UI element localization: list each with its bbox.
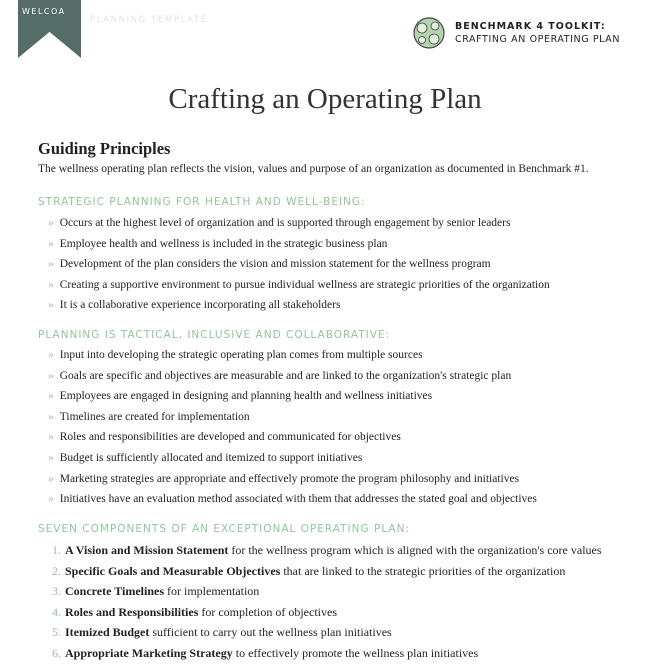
template-label: PLANNING TEMPLATE: [90, 15, 208, 25]
item-number: 6.: [52, 645, 61, 660]
list-item: [48, 427, 537, 448]
list-item: [48, 366, 537, 387]
list-item: [48, 345, 537, 366]
chevron-bullet-icon: »: [48, 493, 54, 506]
chevron-bullet-icon: »: [48, 278, 54, 291]
chevron-bullet-icon: »: [48, 258, 54, 271]
chevron-bullet-icon: »: [48, 410, 54, 423]
item-text: Occurs at the highest level of organization and is supported through engagement by senior leaders: [59, 217, 511, 229]
item-bold: Appropriate Marketing Strategy: [65, 645, 233, 660]
item-text: Employees are engaged in designing and planning health and wellness initiatives: [59, 390, 433, 403]
chevron-bullet-icon: »: [48, 369, 54, 382]
list-item: [52, 581, 602, 602]
list-item: [48, 407, 537, 428]
chevron-bullet-icon: »: [48, 451, 54, 464]
list-item: [48, 448, 537, 469]
item-text: Roles and responsibilities are developed and communicated for objectives: [59, 431, 401, 444]
guiding-intro: The wellness operating plan reflects the vision, values and purpose of an organization as documented in Benchmark #1.: [38, 163, 589, 175]
chevron-bullet-icon: »: [48, 217, 54, 229]
section-heading: SEVEN COMPONENTS OF AN EXCEPTIONAL OPERATING PLAN:: [38, 523, 411, 535]
welcoa-logo: WELCOA: [22, 7, 66, 16]
item-text: Creating a supportive environment to pursue individual wellness are strategic priorities of the organization: [59, 278, 550, 291]
chevron-bullet-icon: »: [48, 390, 54, 403]
chevron-bullet-icon: »: [48, 431, 54, 444]
chevron-bullet-icon: »: [48, 472, 54, 485]
item-text: that are linked to the strategic priorities of the organization: [280, 563, 566, 578]
chevron-bullet-icon: »: [48, 349, 54, 361]
item-number: 2.: [52, 563, 61, 578]
page-title: Crafting an Operating Plan: [168, 83, 482, 115]
item-text: sufficient to carry out the wellness plan initiatives: [149, 625, 392, 640]
toolkit-subtitle: CRAFTING AN OPERATING PLAN: [455, 34, 621, 45]
list-item: [48, 213, 550, 234]
components-list: [52, 540, 602, 664]
item-text: Development of the plan considers the vision and mission statement for the wellness program: [59, 258, 491, 271]
list-item: [52, 643, 602, 664]
list-item: [52, 602, 602, 623]
list-item: [48, 386, 537, 407]
item-number: 3.: [52, 584, 61, 599]
item-text: to effectively promote the wellness plan initiatives: [232, 645, 479, 660]
item-bold: Concrete Timelines: [65, 584, 164, 599]
list-item: [48, 295, 550, 316]
item-text: for completion of objectives: [198, 604, 337, 619]
item-text: Timelines are created for implementation: [59, 410, 250, 423]
section-heading: STRATEGIC PLANNING FOR HEALTH AND WELL-BEING:: [38, 196, 366, 208]
item-text: Marketing strategies are appropriate and effectively promote the program philosophy and initiatives: [59, 472, 520, 485]
item-number: 4.: [52, 604, 61, 619]
strategic-list: [48, 213, 550, 316]
item-text: Goals are specific and objectives are measurable and are linked to the organization's strategic plan: [59, 369, 512, 382]
item-text: for the wellness program which is aligned with the organization's core values: [228, 543, 602, 557]
item-bold: Specific Goals and Measurable Objectives: [65, 563, 281, 578]
item-text: Input into developing the strategic operating plan comes from multiple sources: [59, 349, 423, 361]
item-number: 5.: [52, 625, 61, 640]
item-text: for implementation: [164, 584, 260, 599]
list-item: [52, 540, 602, 561]
list-item: [52, 561, 602, 582]
item-number: 1.: [52, 543, 61, 557]
list-item: [48, 275, 550, 296]
list-item: [48, 489, 537, 510]
chevron-bullet-icon: »: [48, 237, 54, 250]
list-item: [48, 234, 550, 255]
list-item: [48, 469, 537, 490]
tactical-list: [48, 345, 537, 510]
item-bold: Roles and Responsibilities: [65, 604, 199, 619]
item-text: It is a collaborative experience incorporating all stakeholders: [59, 299, 341, 312]
item-text: Initiatives have an evaluation method associated with them that addresses the stated goal and objectives: [59, 493, 537, 506]
globe-icon: [413, 17, 445, 49]
item-text: Budget is sufficiently allocated and itemized to support initiatives: [59, 451, 363, 464]
item-text: Employee health and wellness is included in the strategic business plan: [59, 237, 388, 250]
toolkit-title: BENCHMARK 4 TOOLKIT:: [455, 21, 606, 32]
list-item: [48, 254, 550, 275]
item-bold: Itemized Budget: [65, 625, 150, 640]
chevron-bullet-icon: »: [48, 299, 54, 312]
section-heading: PLANNING IS TACTICAL, INCLUSIVE AND COLLABORATIVE:: [38, 329, 391, 341]
list-item: [52, 622, 602, 643]
item-bold: A Vision and Mission Statement: [65, 543, 229, 557]
guiding-heading: Guiding Principles: [38, 139, 171, 158]
